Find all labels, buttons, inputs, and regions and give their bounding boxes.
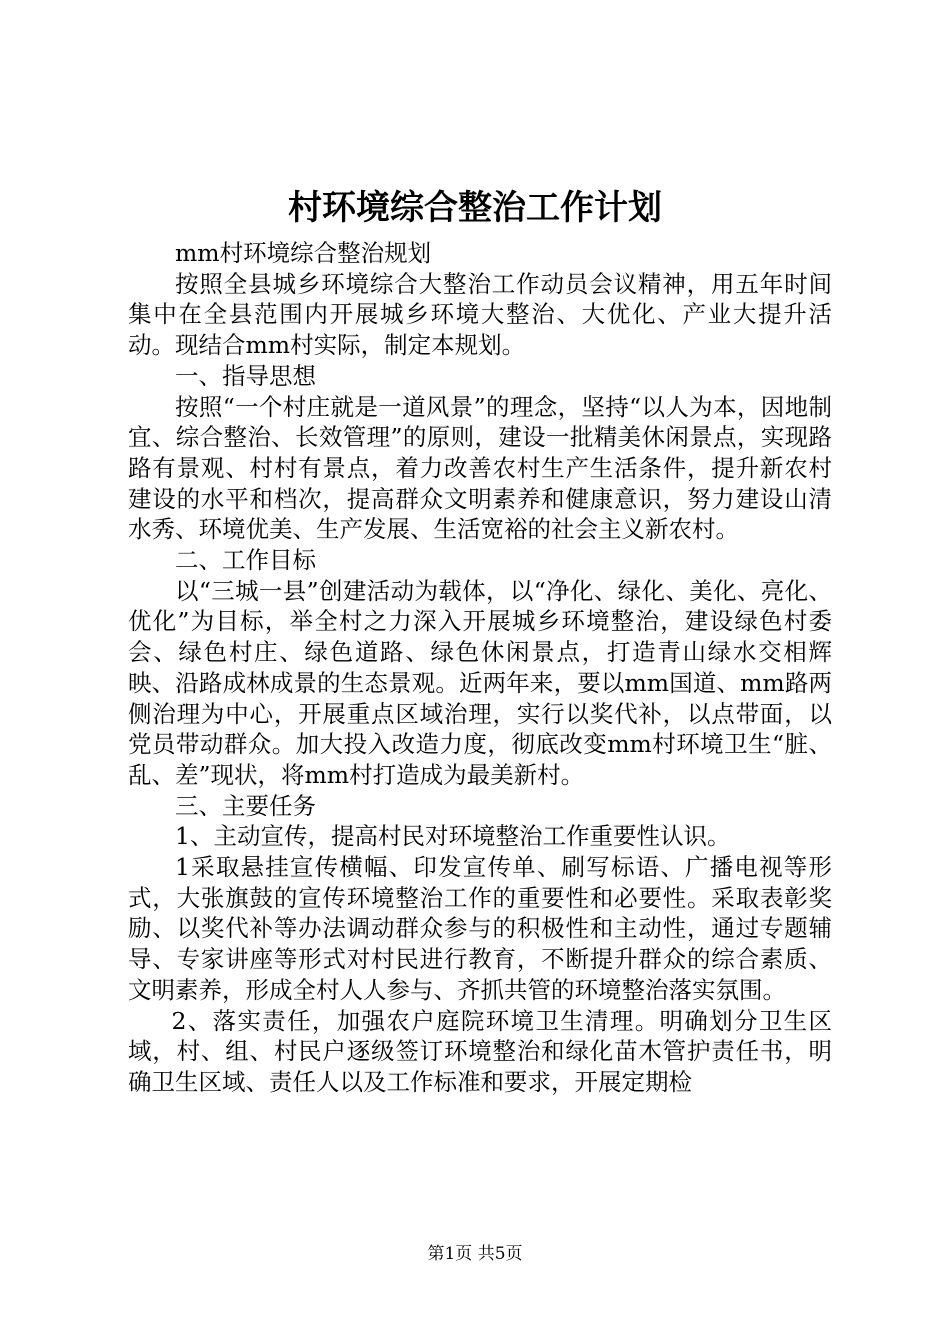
paragraph-publicity: 1采取悬挂宣传横幅、印发宣传单、刷写标语、广播电视等形式，大张旗鼓的宣传环境整治工作的重要性和必要性。采取表彰奖励、以奖代补等办法调动群众参与的积极性和主动性，通过专题辅导、专家讲座等形式对村民进行教育，不断提升群众的综合素质、文明素养，形成全村人人参与、齐抓共管的环境整治落实氛围。 [128,853,832,1004]
document-title: 村环境综合整治工作计划 [288,188,662,228]
paragraph-intro: 按照全县城乡环境综合大整治工作动员会议精神，用五年时间集中在全县范围内开展城乡环境大整治、大优化、产业大提升活动。现结合mm村实际，制定本规划。 [128,269,832,360]
section-heading-work-goals: 二、工作目标 [175,546,316,575]
paragraph-responsibility: 2、落实责任，加强农户庭院环境卫生清理。明确划分卫生区域，村、组、村民户逐级签订环境整治和绿化苗木管护责任书，明确卫生区域、责任人以及工作标准和要求，开展定期检 [128,1006,832,1096]
task-heading-publicity: 1、主动宣传，提高村民对环境整治工作重要性认识。 [175,822,731,851]
paragraph-subtitle: mm村环境综合整治规划 [175,239,432,267]
paragraph-work-goals: 以“三城一县”创建活动为载体，以“净化、绿化、美化、亮化、优化”为目标，举全村之力深入开展城乡环境整治，建设绿色村委会、绿色村庄、绿色道路、绿色休闲景点，打造青山绿水交相辉映、沿路成林成景的生态景观。近两年来，要以mm国道、mm路两侧治理为中心，开展重点区域治理，实行以奖代补，以点带面，以党员带动群众。加大投入改造力度，彻底改变mm村环境卫生“脏、乱、差”现状，将mm村打造成为最美新村。 [128,576,832,789]
document-body [128,238,832,1098]
section-heading-main-tasks: 三、主要任务 [175,791,316,820]
page-footer: 第1页 共5页 [427,1244,523,1264]
section-heading-guiding-thought: 一、指导思想 [175,361,316,390]
paragraph-guiding-thought: 按照“一个村庄就是一道风景”的理念，坚持“以人为本，因地制宜、综合整治、长效管理”的原则，建设一批精美休闲景点，实现路路有景观、村村有景点，着力改善农村生产生活条件，提升新农村建设的水平和档次，提高群众文明素养和健康意识，努力建设山清水秀、环境优美、生产发展、生活宽裕的社会主义新农村。 [128,392,832,544]
